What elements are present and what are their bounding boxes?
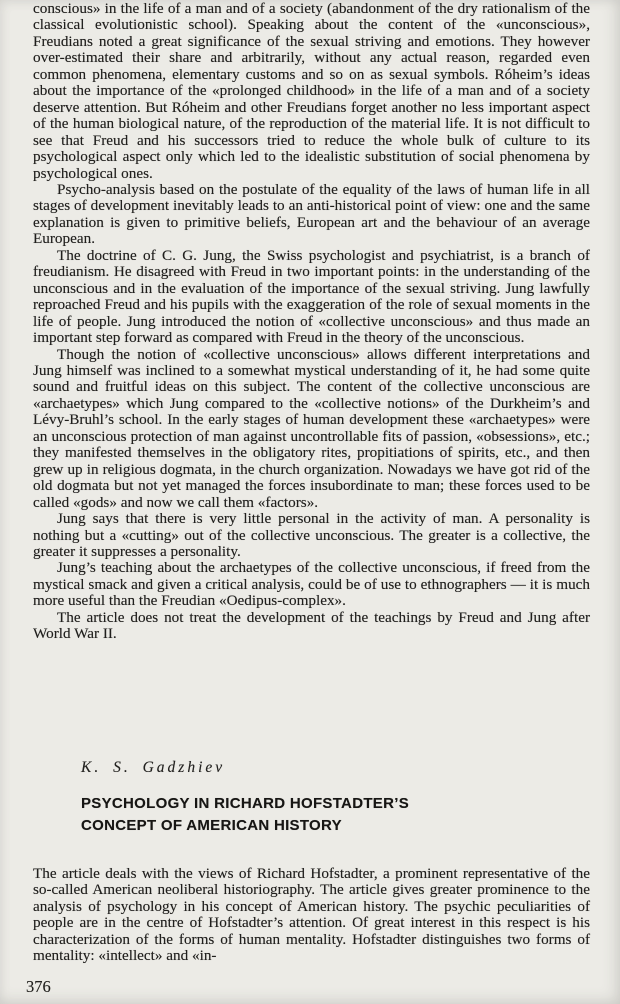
title-line-2: CONCEPT OF AMERICAN HISTORY — [81, 817, 342, 834]
body-paragraph: Psycho-analysis based on the postulate of the equality of the laws of human life in all stages of development inevitably leads to an anti-historical point of view: one and the same explanation is given to primitive beliefs, European art and the behaviour of an average European. — [33, 180, 590, 248]
next-article-author: K. S. Gadzhiev — [81, 759, 226, 776]
article-body — [33, 1, 590, 643]
body-paragraph: The article does not treat the development of the teachings by Freud and Jung after World War II. — [33, 608, 590, 643]
body-paragraph: conscious» in the life of a man and of a society (abandonment of the dry rationalism of the classical evolutionistic school). Speaking about the content of the «unconscious», Freudians noted a great significance of the sexual striving and emotions. They however over-estimated their share and arbitrarily, without any actual reason, regarded even common phenomena, elementary customs and so on as sexual symbols. Róheim’s ideas about the importance of the «prolonged childhood» in the life of a man and of a society deserve attention. But Róheim and other Freudians forget another no less important aspect of the human biological nature, of the reproduction of the material life. It is not difficult to see that Freud and his successors tried to reduce the whole bulk of culture to its psychological aspect only which led to the idealistic substitution of social phenomena by psychological ones. — [33, 0, 590, 182]
page-number: 376 — [26, 977, 51, 996]
body-paragraph: The doctrine of C. G. Jung, the Swiss psychologist and psychiatrist, is a branch of freudianism. He disagreed with Freud in two important points: in the understanding of the unconscious and in the evaluation of the importance of the sexual striving. Jung lawfully reproached Freud and his pupils with the exaggeration of the role of sexual moments in the life of people. Jung introduced the notion of «collective unconscious» and thus made an important step forward as compared with Freud in the theory of the unconscious. — [33, 246, 590, 347]
next-article-abstract: The article deals with the views of Richard Hofstadter, a prominent representative of the so-called American neoliberal historiography. The article gives greater prominence to the analysis of psychology in his concept of American history. The psychic peculiarities of people are in the centre of Hofstadter’s attention. Of great interest in this respect is his characterization of the forms of human mentality. Hofstadter distinguishes two forms of mentality: «intellect» and «in- — [33, 865, 590, 965]
body-paragraph: Though the notion of «collective unconscious» allows different interpretations and Jung himself was inclined to a somewhat mystical understanding of it, he had some quite sound and fruitful ideas on this subject. The content of the collective unconscious are «archaetypes» which Jung compared to the «collective notions» of the Durkheim’s and Lévy-Bruhl’s school. In the early stages of human development these «archaetypes» were an unconscious protection of man against uncontrollable fits of passion, «obsessions», etc.; they manifested themselves in the obligatory rites, propitiations of spirits, etc., and then grew up in religious dogmata, in the church organization. Nowadays we have got rid of the old dogmata but not yet managed the forces insubordinate to man; these forces used to be called «gods» and now we call them «factors». — [33, 345, 590, 511]
next-article-title — [81, 793, 409, 837]
title-line-1: PSYCHOLOGY IN RICHARD HOFSTADTER’S — [81, 795, 409, 812]
body-paragraph: Jung says that there is very little personal in the activity of man. A personality is nothing but a «cutting» out of the collective unconscious. The greater is a collective, the greater it suppresses a personality. — [33, 510, 590, 560]
body-paragraph: Jung’s teaching about the archaetypes of the collective unconscious, if freed from the mystical smack and given a critical analysis, could be of use to ethnographers — it is much more useful than the Freudian «Oedipus-complex». — [33, 559, 590, 610]
